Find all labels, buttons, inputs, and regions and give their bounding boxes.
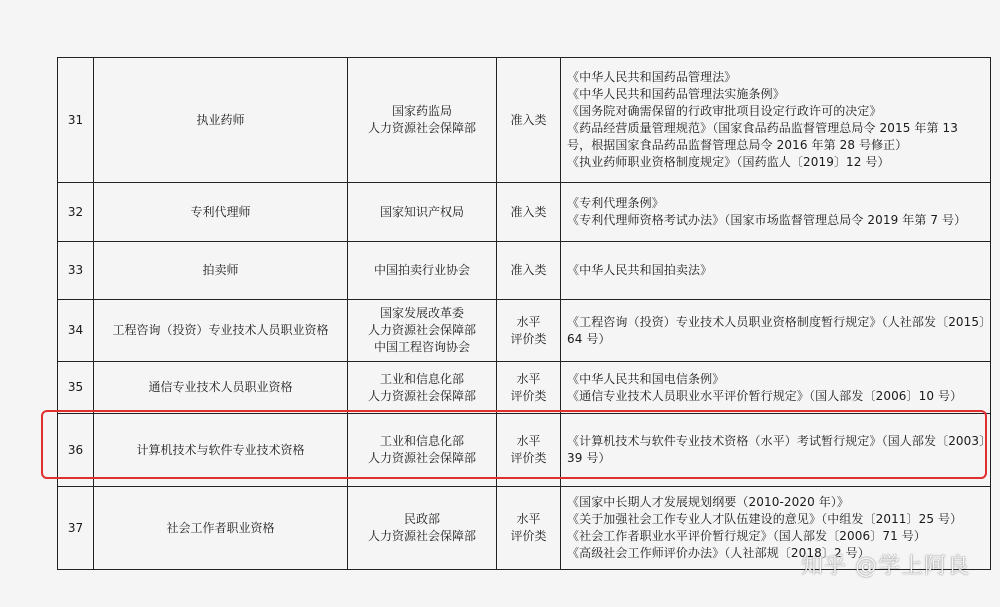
legal-basis-line: 《工程咨询（投资）专业技术人员职业资格制度暂行规定》（人社部发〔2015〕 xyxy=(567,314,992,329)
department-name: 民政部 xyxy=(403,512,440,526)
department-name: 国家知识产权局 xyxy=(379,204,464,219)
legal-basis-line: 《中华人民共和国药品管理法实施条例》 xyxy=(567,87,785,101)
table-row xyxy=(58,414,991,487)
category-label: 准入类 xyxy=(510,112,547,127)
legal-basis-line: 《关于加强社会工作专业人才队伍建设的意见》（中组发〔2011〕25 号） xyxy=(567,512,963,526)
table-row xyxy=(58,242,991,300)
department-cell xyxy=(348,487,497,570)
department-name: 人力资源社会保障部 xyxy=(367,529,476,543)
legal-basis-line: 《国家中长期人才发展规划纲要（2010-2020 年）》 xyxy=(567,495,850,509)
legal-basis-cell xyxy=(561,300,991,362)
qualification-name: 执业药师 xyxy=(94,58,348,183)
legal-basis-line: 《执业药师职业资格制度规定》（国药监人〔2019〕12 号） xyxy=(567,155,890,169)
qualification-name: 通信专业技术人员职业资格 xyxy=(94,362,348,414)
department-name: 国家药监局 xyxy=(391,104,452,118)
qualification-name: 计算机技术与软件专业技术资格 xyxy=(94,414,348,487)
qualification-name: 拍卖师 xyxy=(94,242,348,300)
department-cell xyxy=(348,58,497,183)
legal-basis-line: 《计算机技术与软件专业技术资格（水平）考试暂行规定》（国人部发〔2003〕 xyxy=(567,434,992,448)
row-number: 32 xyxy=(58,183,94,242)
department-cell xyxy=(348,362,497,414)
row-number: 36 xyxy=(58,414,94,487)
legal-basis-line: 《社会工作者职业水平评价暂行规定》（国人部发〔2006〕71 号） xyxy=(567,529,926,543)
category-label: 水平 xyxy=(516,512,541,526)
department-name: 中国拍卖行业协会 xyxy=(373,263,470,277)
legal-basis-cell xyxy=(561,58,991,183)
category-label: 评价类 xyxy=(510,331,547,346)
category-label: 评价类 xyxy=(510,451,547,465)
table-row xyxy=(58,58,991,183)
department-cell xyxy=(348,414,497,487)
legal-basis-line: 《中华人民共和国药品管理法》 xyxy=(567,70,737,84)
table-row xyxy=(58,362,991,414)
legal-basis-line: 《通信专业技术人员职业水平评价暂行规定》（国人部发〔2006〕10 号） xyxy=(567,388,963,403)
category-cell xyxy=(497,183,561,242)
legal-basis-line: 39 号） xyxy=(567,451,611,465)
qualification-name: 工程咨询（投资）专业技术人员职业资格 xyxy=(94,300,348,362)
category-cell xyxy=(497,362,561,414)
department-name: 中国工程咨询协会 xyxy=(373,340,470,354)
legal-basis-line: 《专利代理条例》 xyxy=(567,196,664,210)
category-cell xyxy=(497,300,561,362)
category-cell xyxy=(497,414,561,487)
qualification-name: 社会工作者职业资格 xyxy=(94,487,348,570)
row-number: 37 xyxy=(58,487,94,570)
legal-basis-line: 《药品经营质量管理规范》（国家食品药品监督管理总局令 2015 年第 13 xyxy=(567,121,958,135)
legal-basis-cell xyxy=(561,183,991,242)
department-name: 人力资源社会保障部 xyxy=(367,121,476,135)
row-number: 31 xyxy=(58,58,94,183)
legal-basis-cell xyxy=(561,362,991,414)
category-label: 准入类 xyxy=(510,204,547,219)
category-cell xyxy=(497,487,561,570)
table-row xyxy=(58,300,991,362)
qualification-table xyxy=(57,57,991,570)
category-cell xyxy=(497,242,561,300)
department-name: 国家发展改革委 xyxy=(379,306,464,320)
legal-basis-line: 《中华人民共和国电信条例》 xyxy=(567,371,725,386)
department-name: 人力资源社会保障部 xyxy=(367,451,476,465)
department-name: 工业和信息化部 xyxy=(379,371,464,386)
zhihu-watermark: 知乎 @学上阿良 xyxy=(801,554,970,579)
legal-basis-line: 《专利代理师资格考试办法》（国家市场监督管理总局令 2019 年第 7 号） xyxy=(567,213,967,227)
category-label: 评价类 xyxy=(510,388,547,403)
category-label: 水平 xyxy=(516,371,541,386)
row-number: 34 xyxy=(58,300,94,362)
row-number: 33 xyxy=(58,242,94,300)
department-cell xyxy=(348,300,497,362)
department-name: 人力资源社会保障部 xyxy=(367,388,476,403)
qualification-name: 专利代理师 xyxy=(94,183,348,242)
department-cell xyxy=(348,242,497,300)
department-name: 工业和信息化部 xyxy=(379,434,464,448)
legal-basis-line: 《中华人民共和国拍卖法》 xyxy=(567,263,713,277)
department-cell xyxy=(348,183,497,242)
legal-basis-cell xyxy=(561,242,991,300)
table-row xyxy=(58,183,991,242)
department-name: 人力资源社会保障部 xyxy=(367,323,476,337)
category-label: 水平 xyxy=(516,314,541,329)
legal-basis-line: 号，根据国家食品药品监督管理总局令 2016 年第 28 号修正） xyxy=(567,138,908,152)
legal-basis-line: 《高级社会工作师评价办法》（人社部规〔2018〕2 号） xyxy=(567,546,870,560)
category-label: 评价类 xyxy=(510,529,547,543)
row-number: 35 xyxy=(58,362,94,414)
legal-basis-cell xyxy=(561,414,991,487)
legal-basis-line: 《国务院对确需保留的行政审批项目设定行政许可的决定》 xyxy=(567,104,882,118)
category-label: 水平 xyxy=(516,434,541,448)
category-label: 准入类 xyxy=(510,263,547,277)
category-cell xyxy=(497,58,561,183)
legal-basis-line: 64 号） xyxy=(567,331,611,346)
